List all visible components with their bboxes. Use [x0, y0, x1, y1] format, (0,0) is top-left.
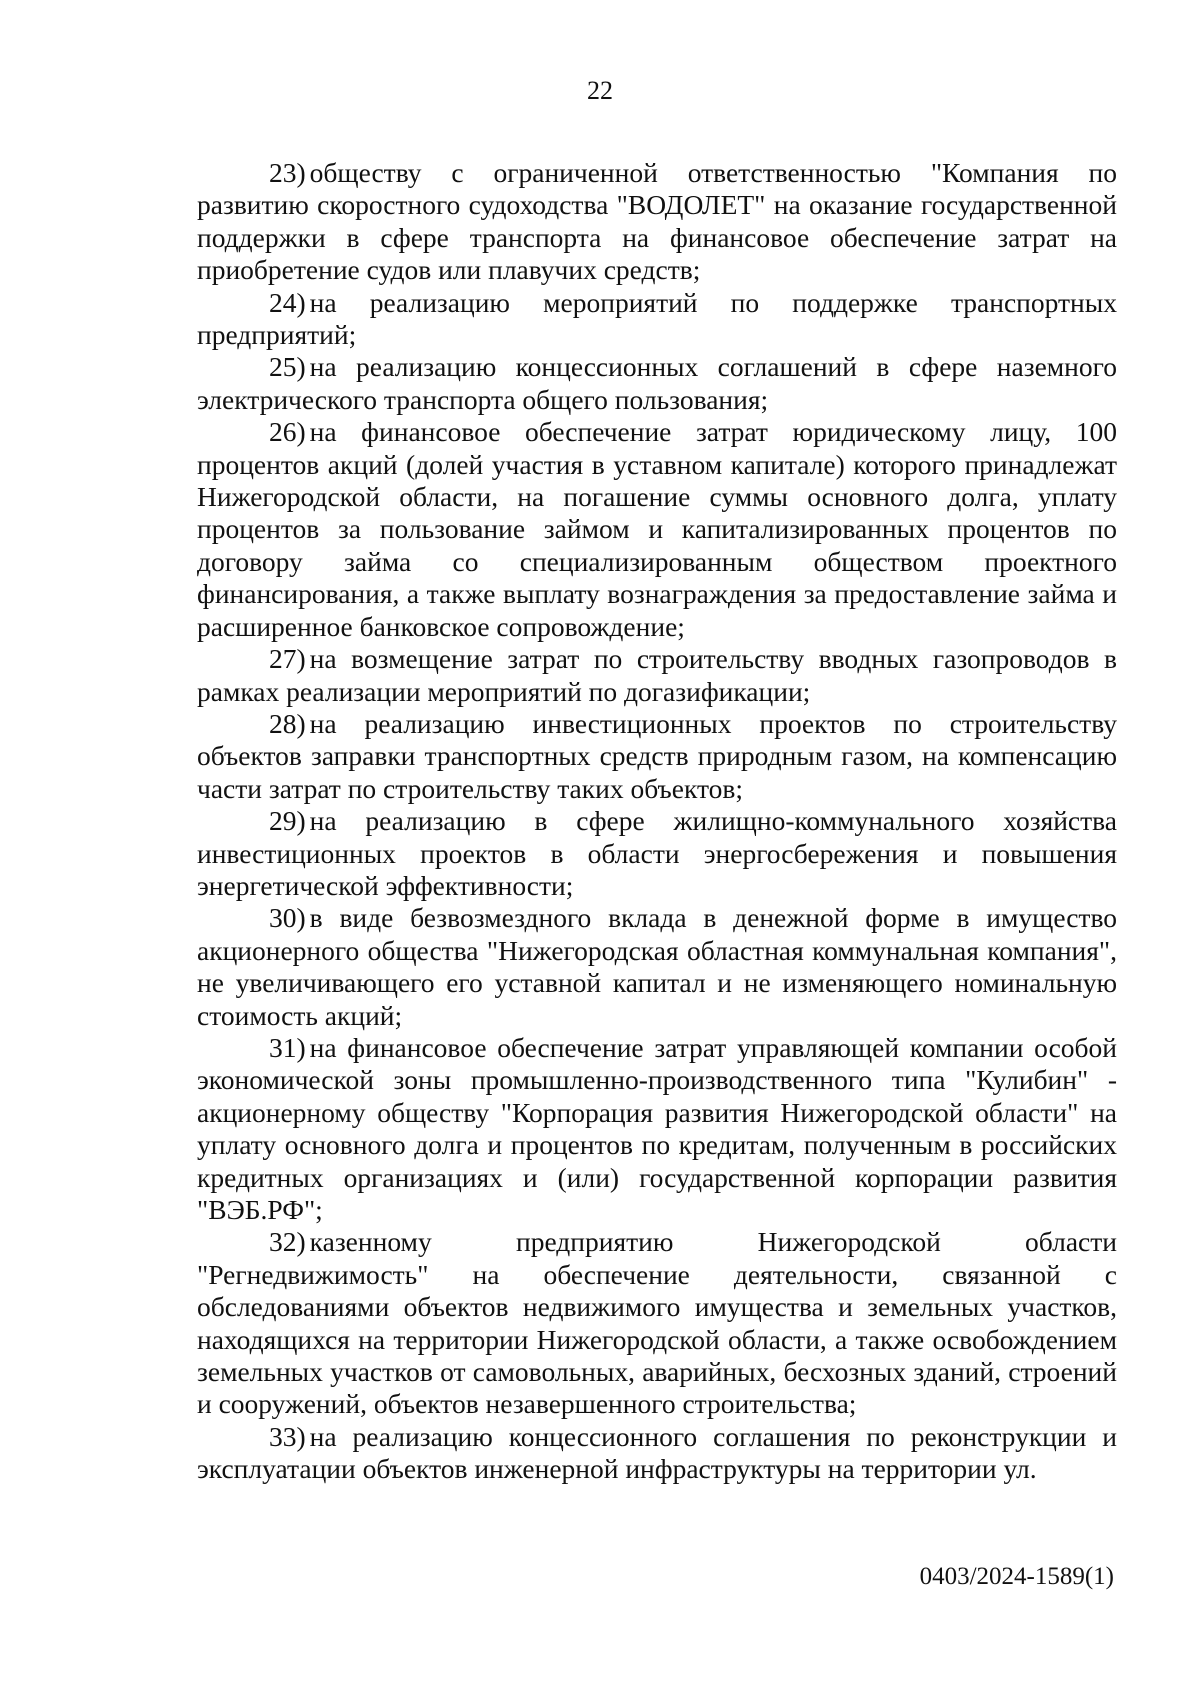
item-number: 33): [269, 1420, 306, 1452]
item-text: обществу с ограниченной ответственностью "Компания по развитию скоростного судоходства "ВОДОЛЕТ" на оказание государственной поддержки в сфере транспорта на финансовое обеспечение затрат на приобретение судов или плавучих средств;: [197, 157, 1117, 286]
item-number: 27): [269, 643, 306, 675]
item-number: 24): [269, 286, 306, 318]
list-item: [197, 157, 1117, 287]
list-item: [197, 416, 1117, 643]
document-body: [197, 157, 1117, 1486]
list-item: [197, 643, 1117, 708]
list-item: [197, 708, 1117, 805]
item-number: 28): [269, 707, 306, 739]
list-item: [197, 805, 1117, 902]
item-text: на реализацию мероприятий по поддержке транспортных предприятий;: [197, 286, 1117, 351]
item-number: 25): [269, 351, 306, 383]
item-text: на финансовое обеспечение затрат юридическому лицу, 100 процентов акций (долей участия в уставном капитале) которого принадлежат Нижегородской области, на погашение суммы основного долга, уплату процентов за пользование займом и капитализированных процентов по договору займа со специализированным обществом проектного финансирования, а также выплату вознаграждения за предоставление займа и расширенное банковское сопровождение;: [197, 416, 1117, 642]
item-number: 31): [269, 1031, 306, 1063]
item-text: на реализацию концессионного соглашения по реконструкции и эксплуатации объектов инженерной инфраструктуры на территории ул.: [197, 1420, 1117, 1485]
item-number: 23): [269, 157, 306, 188]
list-item: [197, 1032, 1117, 1226]
item-number: 32): [269, 1226, 306, 1258]
list-item: [197, 1421, 1117, 1486]
item-number: 30): [269, 902, 306, 934]
list-item: [197, 1226, 1117, 1420]
item-text: в виде безвозмездного вклада в денежной форме в имущество акционерного общества "Нижегородская областная коммунальная компания", не увеличивающего его уставной капитал и не изменяющего номинальную стоимость акций;: [197, 902, 1117, 1031]
list-item: [197, 351, 1117, 416]
item-text: казенному предприятию Нижегородской области "Регнедвижимость" на обеспечение деятельности, связанной с обследованиями объектов недвижимого имущества и земельных участков, находящихся на территории Нижегородской области, а также освобождением земельных участков от самовольных, аварийных, бесхозных зданий, строений и сооружений, объектов незавершенного строительства;: [197, 1226, 1117, 1420]
list-item: [197, 902, 1117, 1032]
item-text: на реализацию инвестиционных проектов по строительству объектов заправки транспортных средств природным газом, на компенсацию части затрат по строительству таких объектов;: [197, 707, 1117, 804]
item-text: на возмещение затрат по строительству вводных газопроводов в рамках реализации мероприятий по догазификации;: [197, 643, 1117, 707]
item-text: на финансовое обеспечение затрат управляющей компании особой экономической зоны промышленно-производственного типа "Кулибин" - акционерному обществу "Корпорация развития Нижегородской области" на уплату основного долга и процентов по кредитам, полученным в российских кредитных организациях и (или) государственной корпорации развития "ВЭБ.РФ";: [197, 1031, 1117, 1225]
item-text: на реализацию концессионных соглашений в сфере наземного электрического транспорта общего пользования;: [197, 351, 1117, 415]
item-number: 26): [269, 416, 306, 448]
document-code: 0403/2024-1589(1): [919, 1563, 1114, 1590]
item-text: на реализацию в сфере жилищно-коммунального хозяйства инвестиционных проектов в области энергосбережения и повышения энергетической эффективности;: [197, 805, 1117, 901]
list-item: [197, 287, 1117, 352]
item-number: 29): [269, 805, 306, 837]
page-number: 22: [587, 76, 613, 105]
